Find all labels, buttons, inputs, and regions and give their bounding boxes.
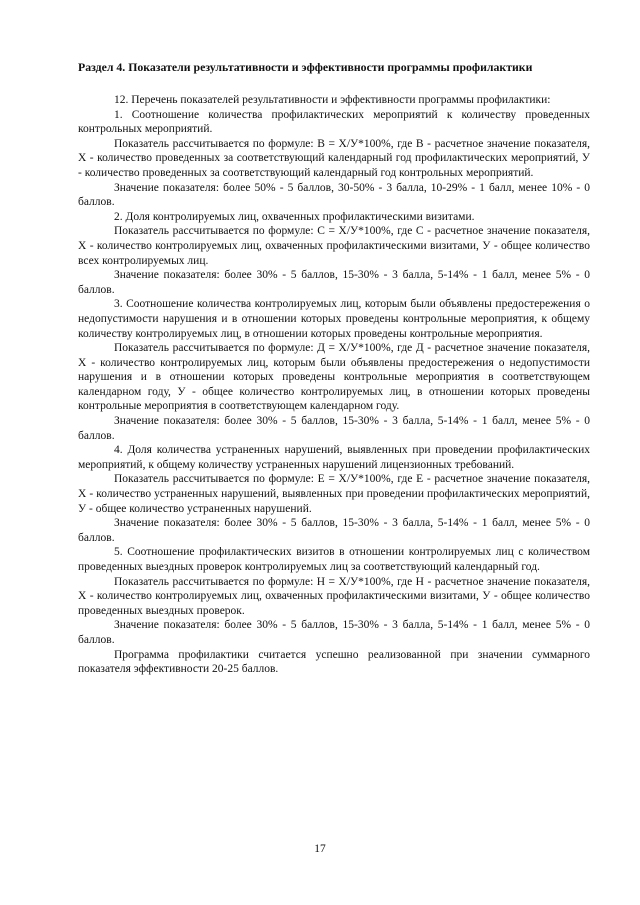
paragraph: 3. Соотношение количества контролируемых лиц, которым были объявлены предостережения о недопустимости нарушения и в отношении которых проведены контрольные мероприятия, к общему количеству контролируемых лиц, в отношении которых проведены контрольные мероприятия. <box>78 298 590 340</box>
paragraph: Программа профилактики считается успешно реализованной при значении суммарного показателя эффективности 20-25 баллов. <box>78 648 590 676</box>
paragraph: Значение показателя: более 30% - 5 баллов, 15-30% - 3 балла, 5-14% - 1 балл, менее 5% - 0 баллов. <box>78 619 590 646</box>
paragraph: Показатель рассчитывается по формуле: Н = Х/У*100%, где Н - расчетное значение показателя, Х - количество контролируемых лиц, охваченных профилактическими визитами, У - общее количество проведенных выездных проверок. <box>78 575 590 617</box>
page-number: 17 <box>314 843 326 855</box>
paragraph: Значение показателя: более 30% - 5 баллов, 15-30% - 3 балла, 5-14% - 1 балл, менее 5% - 0 баллов. <box>78 415 590 442</box>
paragraph: Значение показателя: более 30% - 5 баллов, 15-30% - 3 балла, 5-14% - 1 балл, менее 5% - 0 баллов. <box>78 269 590 296</box>
paragraph: Показатель рассчитывается по формуле: Е = Х/У*100%, где Е - расчетное значение показателя, Х - количество устраненных нарушений, выявленных при проведении профилактических мероприятий, У - общее количество устраненных нарушений. <box>78 473 590 515</box>
paragraph: Показатель рассчитывается по формуле: С = Х/У*100%, где С - расчетное значение показателя, Х - количество контролируемых лиц, охваченных профилактическими визитами, У - общее количество всех контролируемых лиц. <box>78 225 590 267</box>
paragraph: 2. Доля контролируемых лиц, охваченных профилактическими визитами. <box>114 210 475 223</box>
paragraph: Значение показателя: более 50% - 5 баллов, 30-50% - 3 балла, 10-29% - 1 балл, менее 10% - 0 баллов. <box>78 181 590 209</box>
paragraph: 5. Соотношение профилактических визитов в отношении контролируемых лиц с количеством проведенных выездных проверок контролируемых лиц за соответствующий календарный год. <box>78 546 590 573</box>
paragraph: 1. Соотношение количества профилактических мероприятий к количеству проведенных контрольных мероприятий. <box>78 108 590 136</box>
paragraph: Показатель рассчитывается по формуле: Д = Х/У*100%, где Д - расчетное значение показателя, Х - количество контролируемых лиц, которым были объявлены предостережения о недопустимости нарушения и в отношении которых проведены контрольные мероприятия в соответствующем календарном году, У - общее количество контролируемых лиц, в отношении которых проведены контрольные мероприятия в соответствующем календарном году. <box>78 342 590 413</box>
paragraph: 12. Перечень показателей результативности и эффективности программы профилактики: <box>114 94 551 106</box>
paragraph: Показатель рассчитывается по формуле: В = Х/У*100%, где В - расчетное значение показателя, Х - количество проведенных за соответствующий календарный год профилактических мероприятий, У - количество проведенных за соответствующий календарный год контрольных мероприятий. <box>78 137 590 179</box>
page-content <box>78 60 590 677</box>
paragraph: Значение показателя: более 30% - 5 баллов, 15-30% - 3 балла, 5-14% - 1 балл, менее 5% - 0 баллов. <box>78 517 590 544</box>
paragraph: 4. Доля количества устраненных нарушений, выявленных при проведении профилактических мероприятий, к общему количеству устраненных нарушений лицензионных требований. <box>78 444 590 471</box>
section-heading: Раздел 4. Показатели результативности и эффективности программы профилактики <box>78 60 533 74</box>
